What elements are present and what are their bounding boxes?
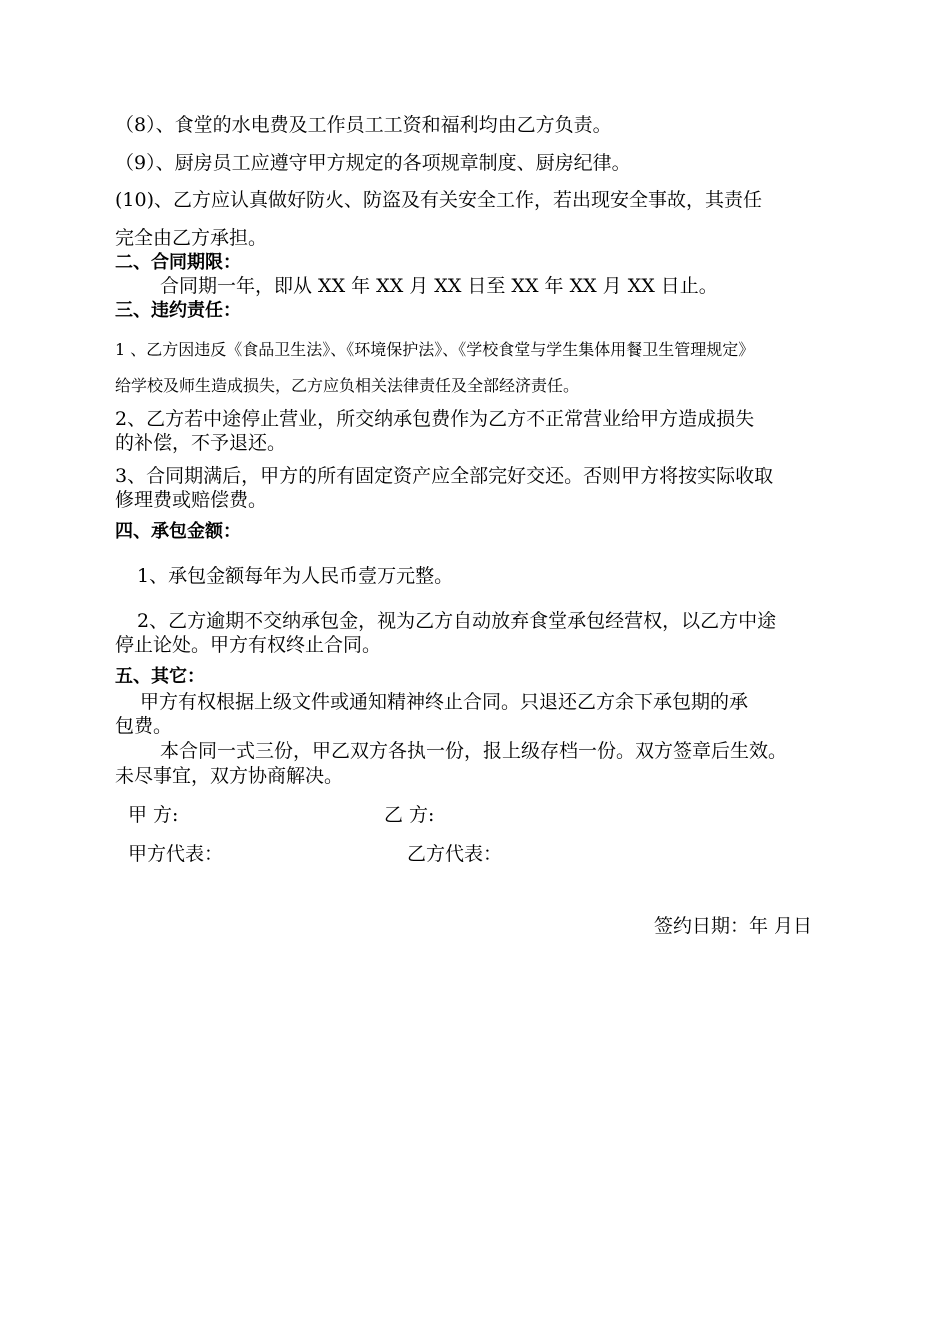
section-2-body: 合同期一年，即从 XX 年 XX 月 XX 日至 XX 年 XX 月 XX 日止。 (160, 275, 718, 297)
signing-date: 签约日期：年 月日 (654, 915, 813, 937)
section-5-p1-line1: 甲方有权根据上级文件或通知精神终止合同。只退还乙方余下承包期的承 (140, 691, 749, 713)
section-4-item2-line1: 2、乙方逾期不交纳承包金，视为乙方自动放弃食堂承包经营权，以乙方中途 (137, 610, 777, 632)
section-4-heading: 四、承包金额： (115, 521, 241, 542)
section-5-p2-line1: 本合同一式三份，甲乙双方各执一份，报上级存档一份。双方签章后生效。 (160, 740, 788, 762)
section-3-item1-line2: 给学校及师生造成损失，乙方应负相关法律责任及全部经济责任。 (115, 376, 580, 395)
party-a-rep-label: 甲方代表： (128, 843, 224, 865)
section-2-heading: 二、合同期限： (115, 252, 241, 273)
section-4-item1: 1、承包金额每年为人民币壹万元整。 (137, 565, 454, 587)
clause-10-line2: 完全由乙方承担。 (115, 227, 268, 249)
clause-8: （8）、食堂的水电费及工作员工工资和福利均由乙方负责。 (115, 114, 612, 136)
section-5-p1-line2: 包费。 (115, 715, 173, 737)
section-3-item2-line2: 的补偿，不予退还。 (115, 432, 287, 454)
clause-9: （9）、厨房员工应遵守甲方规定的各项规章制度、厨房纪律。 (115, 152, 631, 174)
section-3-item3-line1: 3、合同期满后，甲方的所有固定资产应全部完好交还。否则甲方将按实际收取 (115, 465, 774, 487)
section-5-p2-line2: 未尽事宜，双方协商解决。 (115, 765, 344, 787)
section-4-item2-line2: 停止论处。甲方有权终止合同。 (115, 634, 382, 656)
section-5-heading: 五、其它： (115, 666, 205, 687)
party-b-rep-label: 乙方代表： (407, 843, 503, 865)
section-3-item2-line1: 2、乙方若中途停止营业，所交纳承包费作为乙方不正常营业给甲方造成损失 (115, 408, 755, 430)
section-3-item1-line1: 1 、乙方因违反《食品卫生法》、《环境保护法》、《学校食堂与学生集体用餐卫生管理规定》 (115, 340, 755, 359)
section-3-item3-line2: 修理费或赔偿费。 (115, 489, 268, 511)
clause-10-line1: (10)、乙方应认真做好防火、防盗及有关安全工作，若出现安全事故，其责任 (115, 189, 763, 211)
section-3-heading: 三、违约责任： (115, 300, 241, 321)
party-b-label: 乙 方: (384, 804, 435, 826)
party-a-label: 甲 方: (128, 804, 179, 826)
